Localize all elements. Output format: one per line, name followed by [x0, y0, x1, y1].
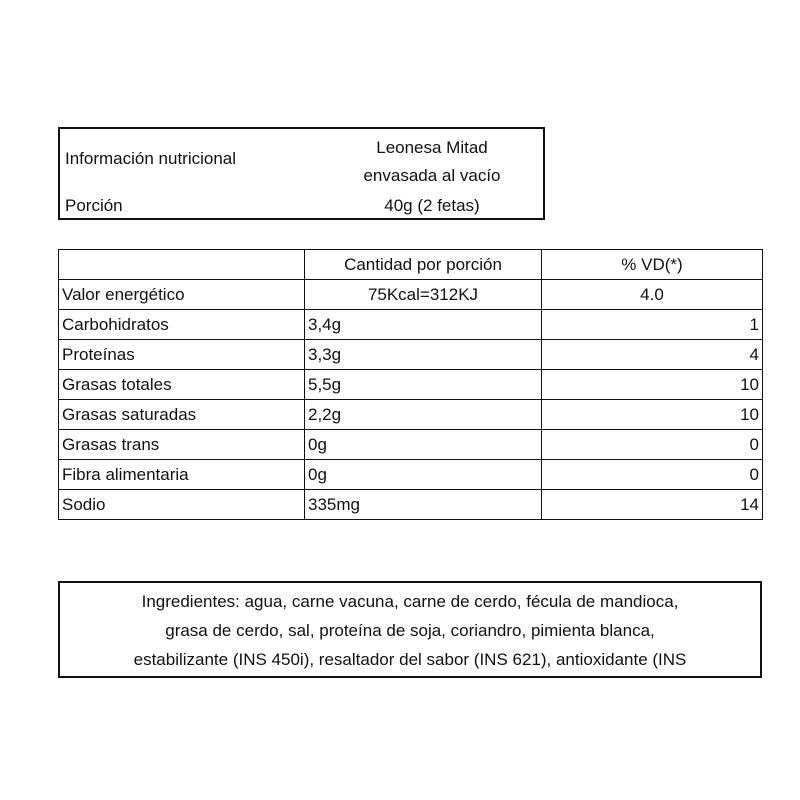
nutrient-vd: 1 [542, 310, 763, 340]
nutrient-vd: 4.0 [542, 280, 763, 310]
info-label: Información nutricional [65, 149, 237, 168]
nutrient-name: Valor energético [59, 280, 305, 310]
header-cell-amount: Cantidad por porción [305, 250, 542, 280]
nutrient-name: Carbohidratos [59, 310, 305, 340]
table-row [59, 490, 763, 520]
ingredients-line-1: Ingredientes: agua, carne vacuna, carne de cerdo, fécula de mandioca, [141, 592, 679, 611]
nutrient-amount: 0g [305, 430, 542, 460]
header-cell-vd: % VD(*) [542, 250, 763, 280]
nutrient-name: Fibra alimentaria [59, 460, 305, 490]
nutrient-name: Grasas saturadas [59, 400, 305, 430]
nutrient-vd: 0 [542, 430, 763, 460]
nutrient-amount: 335mg [305, 490, 542, 520]
nutrient-vd: 4 [542, 340, 763, 370]
ingredients-line-2: grasa de cerdo, sal, proteína de soja, coriandro, pimienta blanca, [165, 621, 655, 640]
nutrient-name: Grasas totales [59, 370, 305, 400]
table-row [59, 430, 763, 460]
table-row [59, 460, 763, 490]
portion-label: Porción [65, 196, 123, 215]
nutrient-amount: 3,3g [305, 340, 542, 370]
nutrient-name: Sodio [59, 490, 305, 520]
nutrient-amount: 75Kcal=312KJ [305, 280, 542, 310]
nutrient-name: Grasas trans [59, 430, 305, 460]
nutrient-vd: 0 [542, 460, 763, 490]
table-row [59, 400, 763, 430]
nutrient-vd: 10 [542, 370, 763, 400]
nutrient-vd: 10 [542, 400, 763, 430]
portion-value: 40g (2 fetas) [384, 196, 480, 215]
nutrient-name: Proteínas [59, 340, 305, 370]
nutrient-amount: 3,4g [305, 310, 542, 340]
nutrient-vd: 14 [542, 490, 763, 520]
table-row [59, 340, 763, 370]
table-row [59, 310, 763, 340]
product-name-line2: envasada al vacío [363, 166, 501, 185]
table-header-row [59, 250, 763, 280]
nutrient-amount: 5,5g [305, 370, 542, 400]
nutrient-amount: 2,2g [305, 400, 542, 430]
product-header-box [58, 127, 545, 220]
product-name-line1: Leonesa Mitad [376, 138, 488, 157]
ingredients-box [58, 581, 762, 678]
table-row [59, 370, 763, 400]
ingredients-line-3: estabilizante (INS 450i), resaltador del sabor (INS 621), antioxidante (INS [133, 650, 687, 669]
nutrient-amount: 0g [305, 460, 542, 490]
table-row-energy [59, 280, 763, 310]
nutrition-table [58, 249, 763, 520]
header-cell-empty [59, 250, 305, 280]
